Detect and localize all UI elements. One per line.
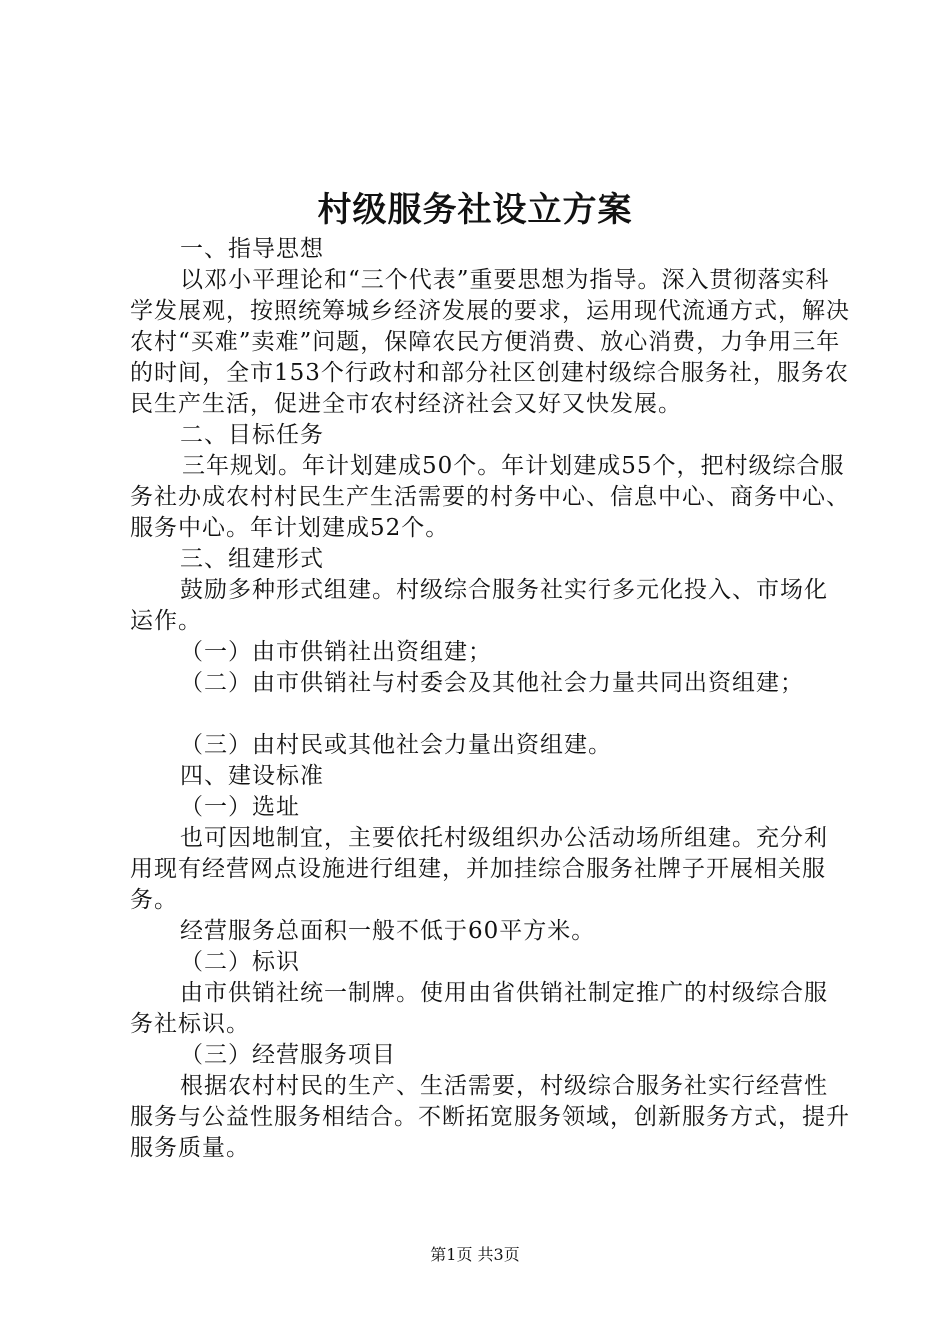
paragraph-signage: 由市供销社统一制牌。使用由省供销社制定推广的村级综合服务社标识。 xyxy=(130,980,828,1037)
subheading-service-items: （三）经营服务项目 xyxy=(180,1042,396,1068)
paragraph-organization-form: 鼓励多种形式组建。村级综合服务社实行多元化投入、市场化运作。 xyxy=(130,577,828,634)
section-heading-goals: 二、目标任务 xyxy=(180,422,324,448)
paragraph-site-selection: 也可因地制宜，主要依托村级组织办公活动场所组建。充分利用现有经营网点设施进行组建，并加挂综合服务社牌子开展相关服务。 xyxy=(130,825,828,913)
paragraph-guiding-ideology: 以邓小平理论和“三个代表”重要思想为指导。深入贯彻落实科学发展观，按照统筹城乡经济发展的要求，运用现代流通方式，解决农村“买难”卖难”问题，保障农民方便消费、放心消费，力争用三年的时间，全市153个行政村和部分社区创建村级综合服务社，服务农民生产生活，促进全市农村经济社会又好又快发展。 xyxy=(130,267,850,417)
section-heading-standards: 四、建设标准 xyxy=(180,763,324,789)
paragraph-service-items: 根据农村村民的生产、生活需要，村级综合服务社实行经营性服务与公益性服务相结合。不断拓宽服务领域，创新服务方式，提升服务质量。 xyxy=(130,1073,850,1161)
section-heading-organization-form: 三、组建形式 xyxy=(180,546,324,572)
list-item-form-3: （三）由村民或其他社会力量出资组建。 xyxy=(180,732,612,758)
list-item-form-1: （一）由市供销社出资组建； xyxy=(180,639,492,665)
section-heading-guiding-ideology: 一、指导思想 xyxy=(180,236,324,262)
document-title: 村级服务社设立方案 xyxy=(317,190,633,230)
page-number-footer: 第1页 共3页 xyxy=(430,1245,520,1264)
list-item-form-2: （二）由市供销社与村委会及其他社会力量共同出资组建； xyxy=(180,670,804,696)
document-body xyxy=(130,234,850,1164)
paragraph-area: 经营服务总面积一般不低于60平方米。 xyxy=(180,918,596,944)
subheading-signage: （二）标识 xyxy=(180,949,300,975)
subheading-site-selection: （一）选址 xyxy=(180,794,300,820)
paragraph-goals: 三年规划。年计划建成50个。年计划建成55个，把村级综合服务社办成农村村民生产生活需要的村务中心、信息中心、商务中心、服务中心。年计划建成52个。 xyxy=(130,453,850,541)
spacer xyxy=(130,699,850,730)
